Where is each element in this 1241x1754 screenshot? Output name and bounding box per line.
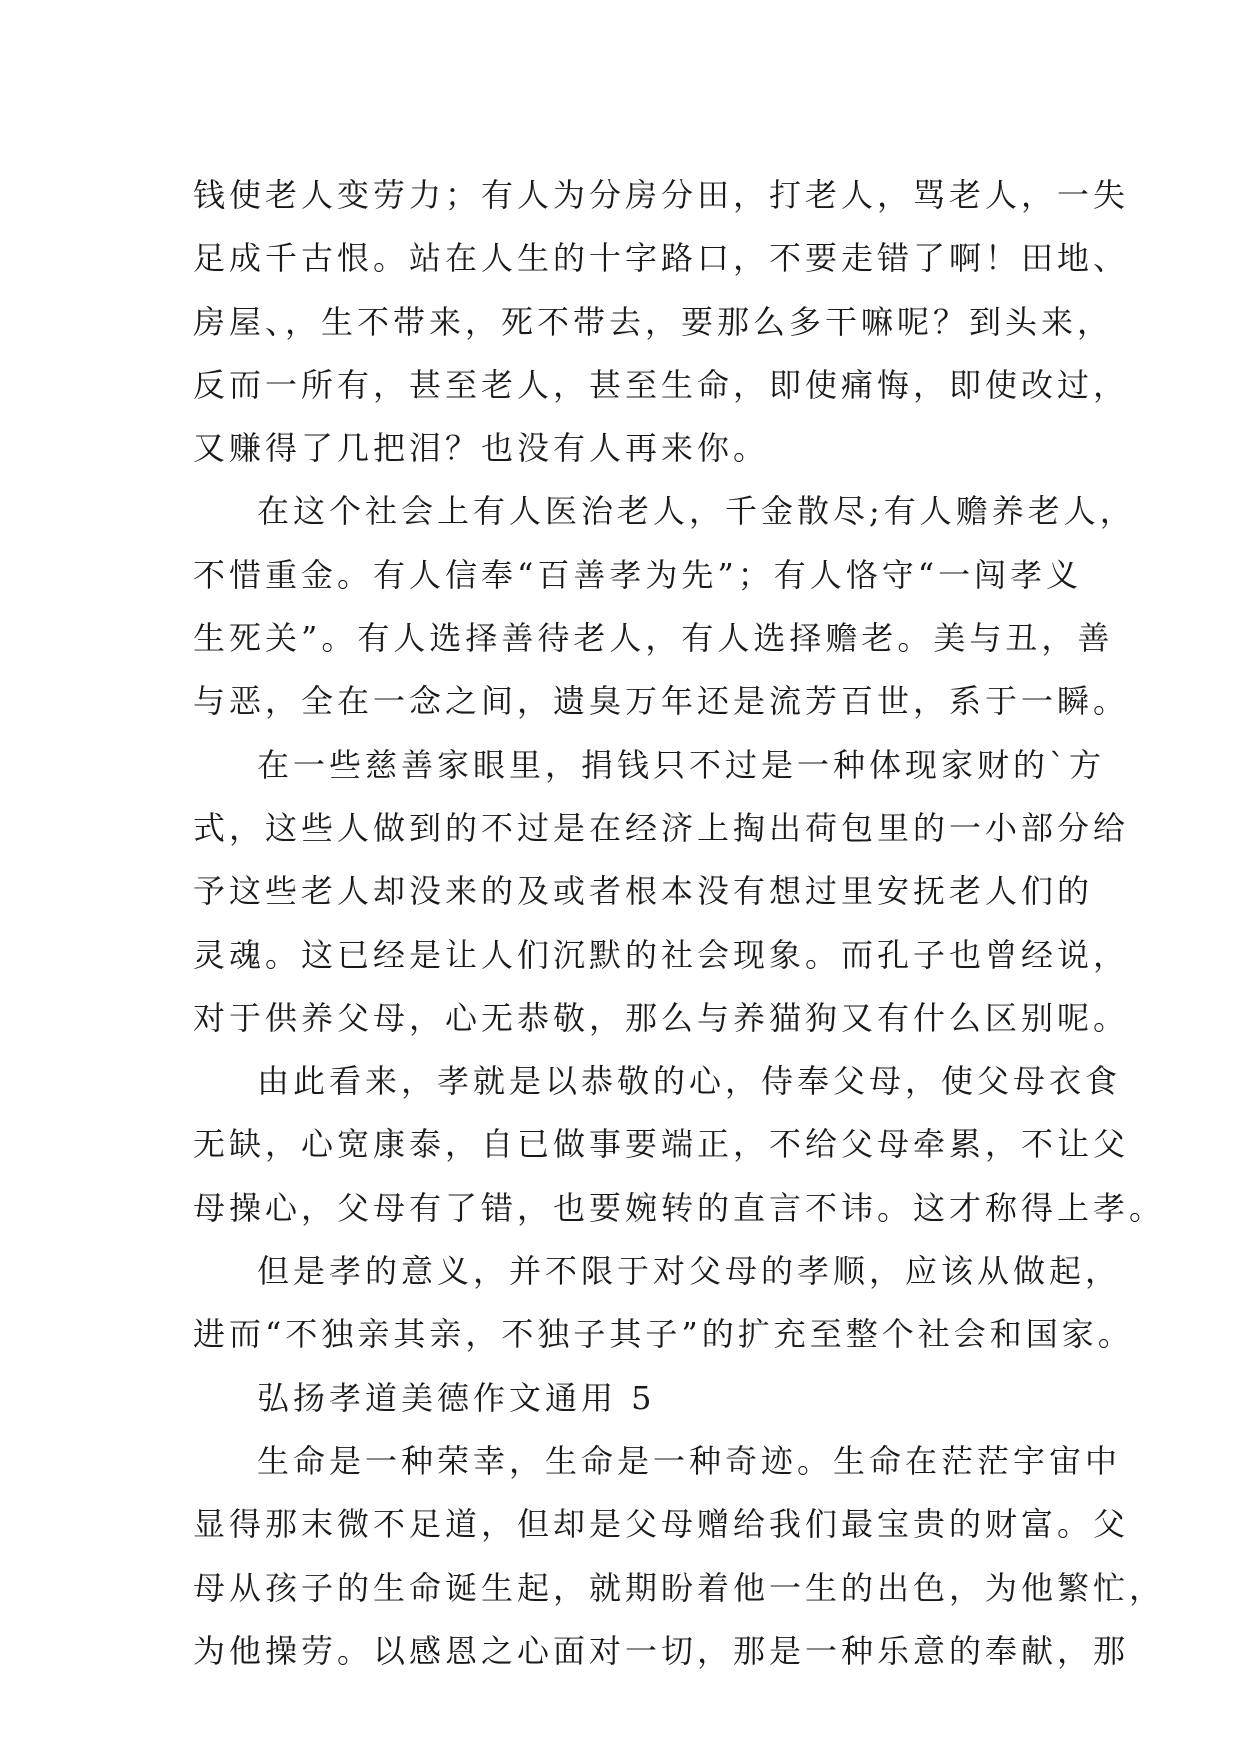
text-line: 但是孝的意义，并不限于对父母的孝顺，应该从做起， xyxy=(257,1252,1122,1291)
text-line: 钱使老人变劳力；有人为分房分田，打老人，骂老人，一失 xyxy=(193,176,1130,214)
text-line: 进而“不独亲其亲，不独子其子”的扩充至整个社会和国家。 xyxy=(193,1315,1134,1354)
text-line: 母从孩子的生命诞生起，就期盼着他一生的出色，为他繁忙， xyxy=(193,1568,1166,1607)
text-line: 反而一所有，甚至老人，甚至生命，即使痛悔，即使改过， xyxy=(193,365,1130,404)
text-line: 对于供养父母，心无恭敬，那么与养猫狗又有什么区别呢。 xyxy=(193,998,1130,1037)
text-line: 母操心，父母有了错，也要婉转的直言不讳。这才称得上孝。 xyxy=(193,1188,1166,1227)
text-line: 弘扬孝道美德作文通用 5 xyxy=(257,1378,656,1417)
text-line: 灵魂。这已经是让人们沉默的社会现象。而孔子也曾经说， xyxy=(193,935,1130,974)
text-line: 由此看来，孝就是以恭敬的心，侍奉父母，使父母衣食 xyxy=(257,1062,1122,1101)
text-line: 在这个社会上有人医治老人，千金散尽;有人赡养老人， xyxy=(257,492,1136,531)
text-line: 与恶，全在一念之间，遗臭万年还是流芳百世，系于一瞬。 xyxy=(193,682,1130,721)
text-line: 为他操劳。以感恩之心面对一切，那是一种乐意的奉献，那 xyxy=(193,1631,1130,1670)
text-line: 不惜重金。有人信奉“百善孝为先”；有人恪守“一闯孝义 xyxy=(193,555,1083,594)
text-line: 房屋、，生不带来，死不带去，要那么多干嘛呢？到头来， xyxy=(193,302,1114,341)
text-line: 在一些慈善家眼里，捐钱只不过是一种体现家财的`方 xyxy=(257,745,1106,784)
text-line: 生命是一种荣幸，生命是一种奇迹。生命在茫茫宇宙中 xyxy=(257,1441,1122,1480)
text-line: 予这些老人却没来的及或者根本没有想过里安抚老人们的 xyxy=(193,872,1094,911)
body-text xyxy=(193,164,1166,1683)
text-line: 显得那末微不足道，但却是父母赠给我们最宝贵的财富。父 xyxy=(193,1505,1130,1544)
text-line: 生死关”。有人选择善待老人，有人选择赡老。美与丑，善 xyxy=(193,619,1114,658)
text-line: 无缺，心宽康泰，自已做事要端正，不给父母牵累，不让父 xyxy=(193,1125,1130,1164)
text-line: 又赚得了几把泪？也没有人再来你。 xyxy=(193,429,770,468)
text-line: 足成千古恨。站在人生的十字路口，不要走错了啊！田地、 xyxy=(193,239,1130,278)
text-line: 式，这些人做到的不过是在经济上掏出荷包里的一小部分给 xyxy=(193,808,1130,847)
